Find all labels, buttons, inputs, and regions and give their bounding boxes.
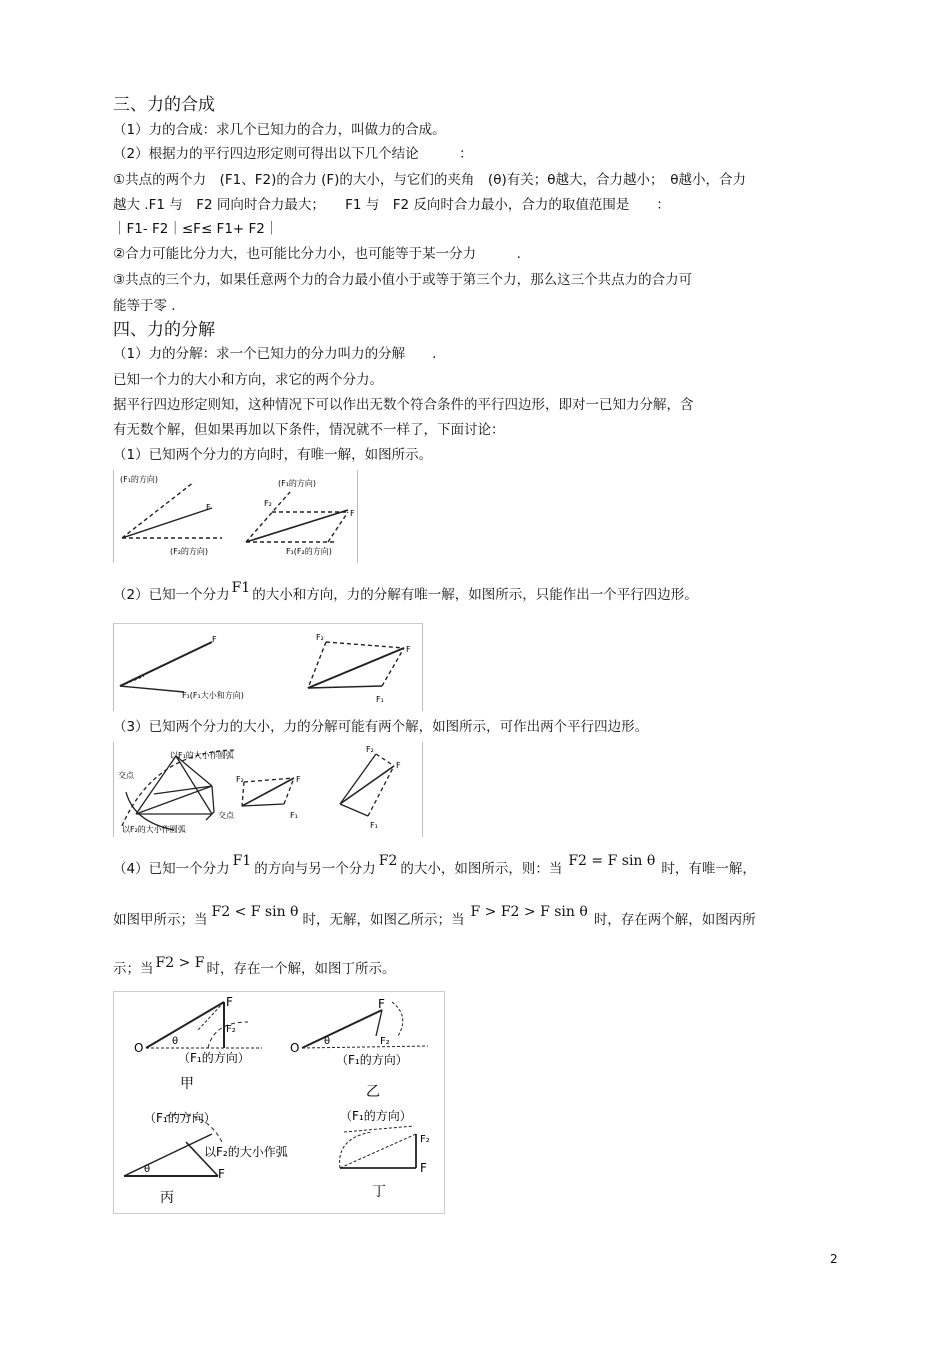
- case4-eq3: F > F2 > F sin θ: [470, 904, 588, 920]
- fig3-label-f1: F₁: [290, 811, 298, 820]
- fig3-label-f1b: F₁: [370, 821, 378, 830]
- fig4-f-ding: F: [420, 1161, 427, 1175]
- case2-text: [113, 580, 698, 604]
- case4-eq1: F2 = F sin θ: [568, 853, 656, 869]
- fig1-label-2: (F₂的方向): [170, 547, 209, 556]
- section3-p2: （2）根据力的平行四边形定则可得出以下几个结论 ：: [113, 146, 473, 162]
- fig3-label-f2b: F₂: [366, 745, 374, 754]
- case4-text-d: 时，有唯一解，: [661, 861, 756, 877]
- section4-p3: 据平行四边形定则知，这种情况下可以作出无数个符合条件的平行四边形，即对一已知力分解，含: [113, 397, 694, 413]
- fig1-label-4: F₁(F₂的方向): [286, 547, 332, 556]
- case4-text-b: 的方向与另一个分力: [254, 861, 376, 877]
- fig3-label-2: 交点: [118, 771, 134, 780]
- fig1-label-1: (F₁的方向): [120, 475, 159, 484]
- section4-p4: 有无数个解，但如果再加以下条件，情况就不一样了，下面讨论：: [113, 422, 505, 438]
- section3-title: 三、力的合成: [113, 95, 215, 115]
- fig1-label-f2: F₂: [264, 499, 272, 508]
- case4-f2: F2: [378, 853, 398, 869]
- fig1-label-3: (F₁的方向): [278, 479, 317, 488]
- section3-p8: 能等于零 .: [113, 298, 176, 314]
- fig4-label-bing: 丙: [160, 1190, 174, 1206]
- figure-two-magnitudes: [113, 742, 423, 837]
- fig3-label-3: 交点: [218, 811, 234, 820]
- fig4-f-yi: F: [378, 997, 385, 1011]
- case4-eq2: F2 < F sin θ: [211, 904, 299, 920]
- fig3-label-fb: F: [396, 761, 401, 770]
- case2-text-b: 的大小和方向，力的分解有唯一解，如图所示，只能作出一个平行四边形。: [252, 587, 698, 603]
- fig2-label-f: F: [212, 635, 217, 644]
- figure-four-cases: [113, 991, 445, 1214]
- fig3-label-f2: F₂: [236, 775, 244, 784]
- fig1-label-f: F: [206, 503, 211, 512]
- fig2-label-1: F₁(F₁大小和方向): [182, 691, 244, 700]
- fig4-label-jia: 甲: [180, 1076, 194, 1092]
- figure-one-component: [113, 623, 423, 711]
- case1-text: （1）已知两个分力的方向时，有唯一解，如图所示。: [113, 447, 433, 463]
- fig2-label-f1: F₁: [376, 695, 384, 704]
- fig4-f2-jia: F₂: [226, 1024, 236, 1035]
- case2-f1: F1: [231, 580, 251, 596]
- section3-p3: ①共点的两个力 (F1、F2)的合力 (F)的大小，与它们的夹角 (θ)有关；θ越大，合力越小； θ越小，合力: [113, 172, 746, 188]
- fig4-label-yi: 乙: [366, 1084, 380, 1100]
- fig2-label-fb: F: [406, 645, 411, 654]
- fig4-dir-jia: （F₁的方向）: [178, 1051, 250, 1065]
- fig4-arc-bing: 以F₂的大小作弧: [204, 1145, 288, 1159]
- case4-text-g: 时，存在两个解，如图丙所: [593, 912, 756, 928]
- case4-text-h: 示；当: [113, 961, 154, 977]
- page-number: 2: [830, 1252, 838, 1266]
- section3-p6: ②合力可能比分力大，也可能比分力小，也可能等于某一分力 .: [113, 246, 521, 262]
- case2-text-a: （2）已知一个分力: [113, 587, 230, 603]
- section3-p7: ③共点的三个力，如果任意两个力的合力最小值小于或等于第三个力，那么这三个共点力的合力可: [113, 272, 693, 288]
- fig2-label-f2: F₂: [316, 633, 324, 642]
- fig4-dir-ding: （F₁的方向）: [340, 1109, 412, 1123]
- figure-two-directions: [113, 470, 358, 563]
- fig4-f-bing: F: [218, 1167, 225, 1181]
- case4-text-e: 如图甲所示；当: [113, 912, 208, 928]
- fig4-theta-bing: θ: [144, 1164, 151, 1175]
- case3-text: （3）已知两个分力的大小，力的分解可能有两个解，如图所示，可作出两个平行四边形。: [113, 719, 649, 735]
- section4-p1: （1）力的分解：求一个已知力的分力叫力的分解 .: [113, 346, 437, 362]
- fig4-dir-yi: （F₁的方向）: [336, 1053, 408, 1067]
- fig3-label-1: 以F₁的大小作圆弧: [170, 751, 234, 760]
- fig4-f-jia: F: [226, 995, 233, 1009]
- fig4-o-jia: O: [134, 1041, 144, 1055]
- fig3-label-4: 以F₂的大小作圆弧: [122, 825, 186, 834]
- fig4-dir-bing: （F₁的方向）: [144, 1111, 216, 1125]
- case4-line2: [113, 904, 756, 929]
- case4-text-a: （4）已知一个分力: [113, 861, 230, 877]
- section3-p1: （1）力的合成：求几个已知力的合力，叫做力的合成。: [113, 122, 446, 138]
- case4-text-c: 的大小，如图所示，则：当: [400, 861, 563, 877]
- section4-p2: 已知一个力的大小和方向，求它的两个分力。: [113, 372, 383, 388]
- fig1-label-fb: F: [350, 509, 355, 518]
- case4-line1: [113, 853, 756, 878]
- fig4-o-yi: O: [290, 1041, 300, 1055]
- case4-text-f: 时，无解，如图乙所示；当: [302, 912, 465, 928]
- case4-line3: [113, 955, 396, 978]
- case4-eq4: F2 > F: [155, 955, 205, 971]
- section4-title: 四、力的分解: [113, 320, 215, 340]
- fig4-label-ding: 丁: [372, 1184, 386, 1200]
- case4-text-i: 时，存在一个解，如图丁所示。: [206, 961, 396, 977]
- section3-p5: ｜F1- F2｜≤F≤ F1+ F2｜: [113, 221, 279, 237]
- fig4-theta-jia: θ: [172, 1036, 179, 1047]
- fig4-f2-yi: F₂: [380, 1036, 390, 1047]
- fig4-f2-ding: F₂: [420, 1134, 430, 1145]
- section3-p4: 越大 .F1 与 F2 同向时合力最大； F1 与 F2 反向时合力最小，合力的取值范围是 ：: [113, 197, 670, 213]
- fig4-theta-yi: θ: [324, 1036, 331, 1047]
- case4-f1: F1: [232, 853, 252, 869]
- fig3-label-f: F: [296, 775, 301, 784]
